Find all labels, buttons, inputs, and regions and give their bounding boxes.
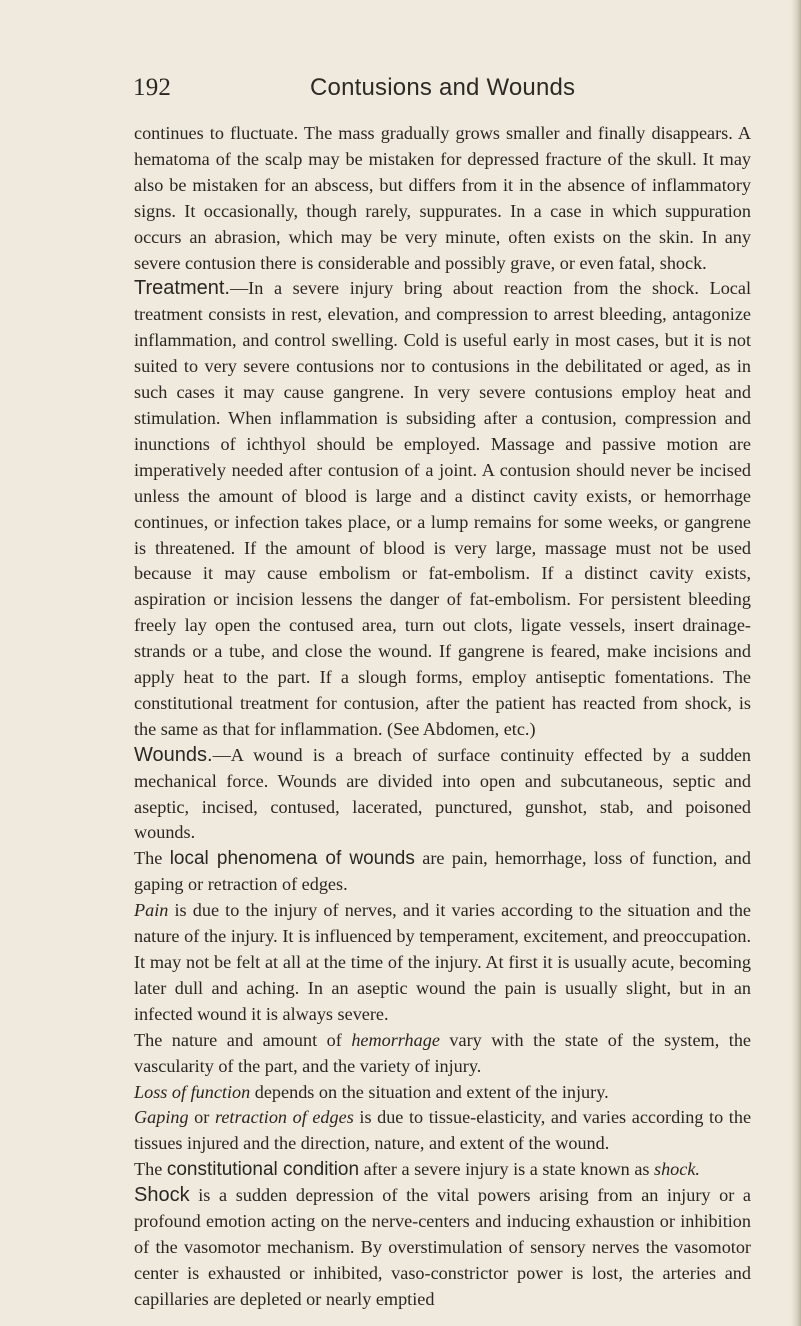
paragraph-text: vary with the state of the system, the vascularity of the part, and the variety of injury. [134, 1029, 751, 1076]
paragraph-constitutional-condition [134, 1157, 751, 1183]
term-constitutional-condition: constitutional condition [166, 1159, 360, 1181]
paragraph-wounds [134, 743, 751, 847]
page-body [134, 121, 751, 1313]
paragraph-text: is due to tissue-elasticity, and varies according to the tissues injured and the direction, nature, and extent of the wound. [134, 1107, 752, 1154]
paragraph-hemorrhage [134, 1028, 751, 1080]
paragraph-lead: The nature and amount of [134, 1029, 352, 1050]
term-hemorrhage: hemorrhage [351, 1029, 440, 1050]
paragraph-treatment [134, 276, 751, 742]
paragraph-text: continues to fluctuate. The mass gradually grows smaller and finally disappears. A hematoma of the scalp may be mistaken for depressed fracture of the skull. It may also be mistaken for an abscess, but differs from it in the absence of inflammatory signs. It occasionally, though rarely, suppurates. In a case in which suppuration occurs an abrasion, which may be very minute, often exists on the skin. In any severe contusion there is considerable and possibly grave, or even fatal, shock. [134, 123, 751, 273]
term-pain: Pain [134, 900, 169, 921]
paragraph-loss-of-function [134, 1080, 751, 1106]
paragraph-text: is a sudden depression of the vital powers arising from an injury or a profound emotion acting on the nerve-centers and inducing exhaustion or inhibition of the vasomotor mechanism. By overstimulation of sensory nerves the vasomotor center is exhausted or inhibited, vaso-constrictor power is lost, the arteries and capillaries are depleted or nearly emptied [134, 1185, 751, 1309]
paragraph-continuation [134, 121, 751, 276]
paragraph-lead: The [134, 1159, 167, 1180]
paragraph-gaping [134, 1105, 751, 1157]
paragraph-text: are pain, hemorrhage, loss of function, and gaping or retraction of edges. [134, 848, 751, 895]
page-number: 192 [133, 74, 172, 101]
paragraph-text: —A wound is a breach of surface continuity effected by a sudden mechanical force. Wounds are divided into open and subcutaneous, septic and aseptic, incised, contused, lacerated, punctured, gunshot, stab, and poisoned wounds. [134, 744, 751, 843]
page-edge [791, 0, 801, 1326]
section-heading-shock: Shock [134, 1184, 190, 1207]
paragraph-lead: The [134, 848, 170, 869]
running-head: Contusions and Wounds [310, 74, 576, 101]
page-header [133, 74, 733, 108]
paragraph-pain [134, 898, 751, 1028]
term-gaping: Gaping [134, 1107, 189, 1128]
paragraph-text: is due to the injury of nerves, and it varies according to the situation and the nature of the injury. It is influenced by temperament, excitement, and preoccupation. It may not be felt at all at the time of the injury. At first it is usually acute, becoming later dull and aching. In an aseptic wound the pain is usually slight, but in an infected wound it is always severe. [134, 900, 751, 1024]
term-local-phenomena: local phenomena of wounds [169, 848, 415, 870]
paragraph-text: after a severe injury is a state known as [359, 1159, 655, 1180]
section-heading-wounds: Wounds. [134, 743, 213, 766]
paragraph-local-phenomena [134, 846, 751, 898]
paragraph-shock [134, 1183, 751, 1313]
paragraph-connector: or [188, 1107, 215, 1128]
section-heading-treatment: Treatment. [134, 277, 230, 300]
term-loss-of-function: Loss of function [134, 1081, 251, 1102]
term-retraction-of-edges: retraction of edges [214, 1107, 354, 1128]
paragraph-text: depends on the situation and extent of the injury. [250, 1081, 609, 1102]
term-shock-italic: shock. [654, 1159, 700, 1180]
paragraph-text: —In a severe injury bring about reaction from the shock. Local treatment consists in rest, elevation, and compression to arrest bleeding, antagonize inflammation, and control swelling. Cold is useful early in most cases, but it is not suited to very severe contusions nor to contusions in the debilitated or aged, as in such cases it may cause gangrene. In very severe contusions employ heat and stimulation. When inflammation is subsiding after a contusion, compression and inunctions of ichthyol should be employed. Massage and passive motion are imperatively needed after contusion of a joint. A contusion should never be incised unless the amount of blood is large and a distinct cavity exists, or hemorrhage continues, or infection takes place, or a lump remains for some weeks, or gangrene is threatened. If the amount of blood is very large, massage must not be used because it may cause embolism or fat-embolism. If a distinct cavity exists, aspiration or incision lessens the danger of fat-embolism. For persistent bleeding freely lay open the contused area, turn out clots, ligate vessels, insert drainage-strands or a tube, and close the wound. If gangrene is feared, make incisions and apply heat to the part. If a slough forms, employ antiseptic fomentations. The constitutional treatment for contusion, after the patient has reacted from shock, is the same as that for inflammation. (See Abdomen, etc.) [134, 278, 751, 739]
